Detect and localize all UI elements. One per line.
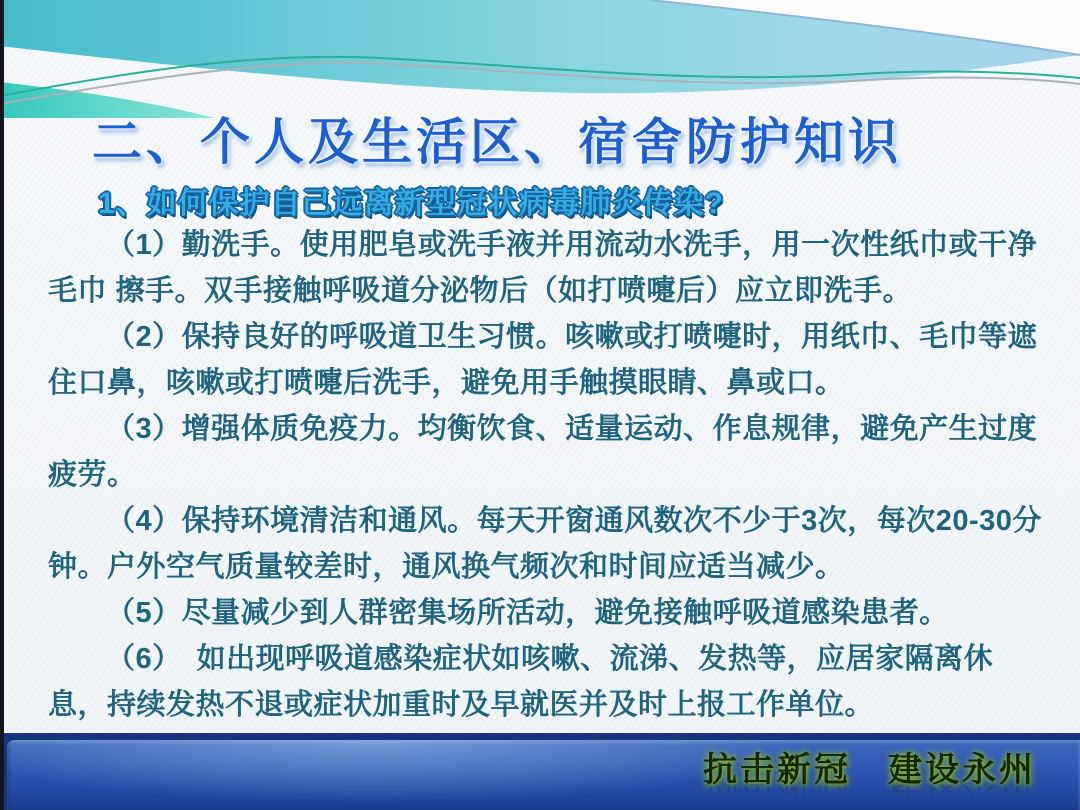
footer-slogan: 抗击新冠 建设永州 — [703, 752, 1036, 789]
body-paragraph-1: （1）勤洗手。使用肥皂或洗手液并用流动水洗手，用一次性纸巾或干净毛巾 擦手。双手接触呼吸道分泌物后（如打喷嚏后）应立即洗手。 — [48, 229, 1038, 307]
left-edge-strip — [0, 0, 4, 810]
footer-bar — [7, 740, 1080, 810]
body-paragraph-3: （3）增强体质免疫力。均衡饮食、适量运动、作息规律，避免产生过度疲劳。 — [48, 413, 1038, 491]
footer — [0, 733, 1080, 810]
body-paragraph-4: （4）保持环境清洁和通风。每天开窗通风数次不少于3次，每次20-30分钟。户外空气质量较差时，通风换气频次和时间应适当减少。 — [48, 505, 1042, 583]
body-paragraph-2: （2）保持良好的呼吸道卫生习惯。咳嗽或打喷嚏时，用纸巾、毛巾等遮住口鼻，咳嗽或打喷嚏后洗手，避免用手触摸眼睛、鼻或口。 — [48, 321, 1038, 399]
body-paragraph-5: （5）尽量减少到人群密集场所活动，避免接触呼吸道感染患者。 — [106, 597, 949, 629]
slide-subtitle: 1、如何保护自己远离新型冠状病毒肺炎传染? — [98, 187, 725, 220]
body-paragraph-6: （6） 如出现呼吸道感染症状如咳嗽、流涕、发热等，应居家隔离休息，持续发热不退或症状加重时及早就医并及时上报工作单位。 — [48, 643, 994, 721]
slide-body — [48, 222, 1052, 728]
page-title: 二、个人及生活区、宿舍防护知识 — [92, 114, 902, 170]
